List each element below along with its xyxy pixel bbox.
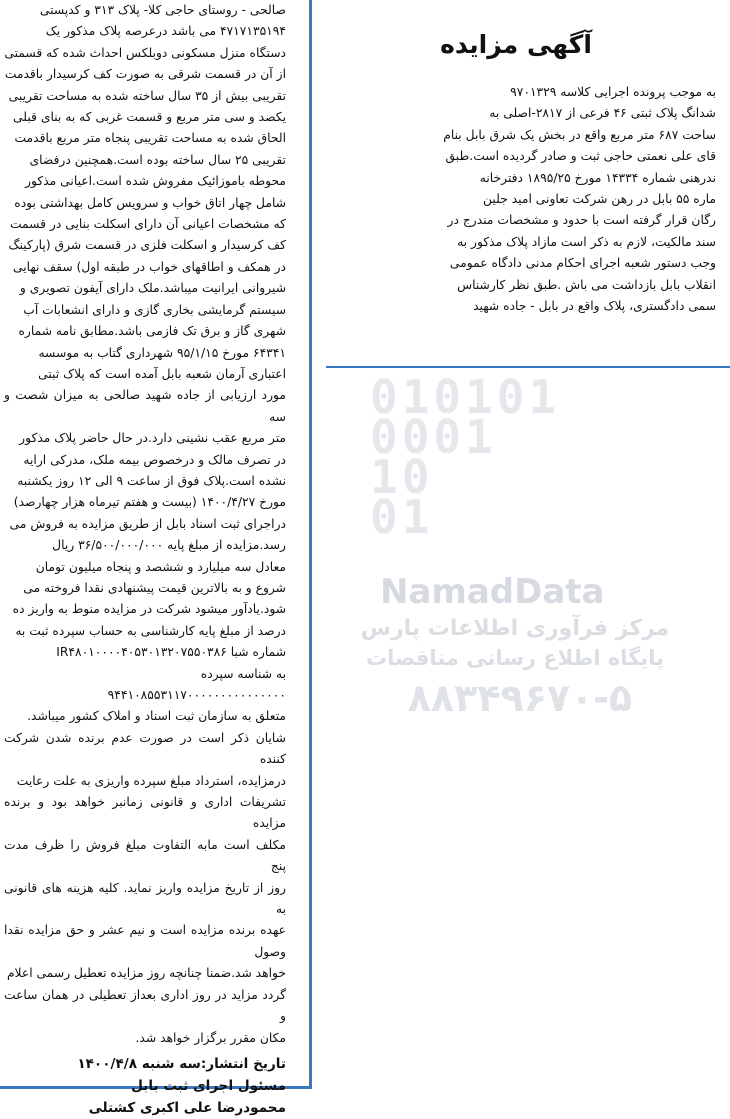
text-line: کف کرسیدار و اسکلت فلزی در قسمت شرق (پارکینگ — [8, 238, 286, 253]
text-line: شامل چهار اتاق خواب و سرویس کامل بهداشتی بوده — [14, 195, 286, 210]
text-line: در تصرف مالک و درخصوص بیمه ملک، مدرکی ارایه — [23, 452, 286, 467]
text-line: الحاق شده به مساحت تقریبی پنجاه متر مربع باقدمت — [14, 131, 286, 146]
notice-text-left-column — [0, 0, 296, 1116]
text-line: معادل سه میلیارد و ششصد و پنجاه میلیون تومان — [35, 559, 286, 574]
text-line: سمی دادگستری، پلاک واقع در بابل - جاده شهید — [473, 299, 716, 314]
text-line: شود.یادآور میشود شرکت در مزایده منوط به واریز ده — [12, 602, 286, 617]
text-line: تشریفات اداری و قانونی زمانبر خواهد بود و برنده مزایده — [4, 795, 286, 831]
text-line: مورخ ۱۴۰۰/۴/۲۷ (بیست و هفتم تیرماه هزار چهارصد) — [13, 495, 286, 510]
text-line: شهری گاز و برق تک فازمی باشد.مطابق نامه شماره — [18, 324, 286, 339]
text-line: درصد از مبلغ پایه کارشناسی به حساب سپرده ثبت به — [15, 623, 286, 638]
notice-text-right-column — [334, 82, 716, 362]
text-line: تقریبی بیش از ۳۵ سال ساخته شده به مساحت تقریبی — [8, 88, 286, 103]
text-line: عهده برنده مزایده است و نیم عشر و حق مزایده نقدا وصول — [4, 923, 286, 959]
watermark-digit-row: 010101 — [370, 370, 561, 424]
text-line: به موجب پرونده اجرایی کلاسه ۹۷۰۱۳۲۹ — [510, 85, 716, 99]
text-line: دراجرای ثبت اسناد بابل از طریق مزایده به فروش می — [9, 516, 286, 531]
watermark-brand: NamadData — [380, 572, 605, 612]
text-line: متر مربع عقب نشینی دارد.در حال حاضر پلاک مذکور — [19, 431, 286, 446]
text-line: شماره شبا IR۴۸۰۱۰۰۰۰۴۰۵۳۰۱۳۲۰۷۵۵۰۳۸۶ — [56, 645, 286, 660]
text-line: سند مالکیت، لازم به ذکر است مازاد پلاک مذکور به — [457, 234, 716, 249]
text-line: مکان مقرر برگزار خواهد شد. — [135, 1030, 286, 1045]
officer-name: محمودرضا علی اکبری کشتلی — [88, 1099, 286, 1116]
text-line: ۴۷۱۷۱۳۵۱۹۴ می باشد درعرصه پلاک مذکور یک — [45, 24, 286, 39]
text-line: رگان قرار گرفته است با حدود و مشخصات مندرج در — [447, 213, 716, 228]
text-line: از آن در قسمت شرقی به صورت کف کرسیدار باقدمت — [4, 67, 286, 82]
text-line: قای علی نعمتی حاجی ثبت و صادر گردیده است.طبق — [445, 149, 716, 164]
text-line: تقریبی ۲۵ سال ساخته بوده است.همچنین درفضای — [29, 152, 286, 167]
text-line: روز از تاریخ مزایده واریز نماید. کلیه هزینه های قانونی به — [4, 880, 286, 917]
text-line: ۶۴۳۴۱ مورخ ۹۵/۱/۱۵ شهرداری گتاب به موسسه — [38, 345, 286, 360]
text-line: دستگاه منزل مسکونی دوبلکس احداث شده که قسمتی — [4, 45, 286, 60]
text-line: شایان ذکر است در صورت عدم برنده شدن شرکت کننده — [4, 730, 286, 767]
watermark-digit-row: 10 — [370, 450, 434, 504]
text-line: وجب دستور شعبه اجرای احکام مدنی دادگاه عمومی — [449, 256, 716, 271]
text-line: در همکف و اطاقهای خواب در طبقه اول) سقف نهایی — [12, 259, 286, 274]
text-line: صالحی - روستای حاجی کلا- پلاک ۳۱۳ و کدپستی — [39, 3, 286, 17]
watermark — [300, 370, 730, 730]
text-line: متعلق به سازمان ثبت اسناد و املاک کشور میباشد. — [27, 709, 286, 724]
text-line: نشده است.پلاک فوق از ساعت ۹ الی ۱۲ روز یکشنبه — [17, 473, 286, 488]
text-line: شروع و به بالاترین قیمت پیشنهادی نقدا فروخته می — [23, 580, 286, 595]
text-line: خواهد شد.ضمنا چنانچه روز مزایده تعطیل رسمی اعلام — [6, 966, 286, 981]
text-line: ساحت ۶۸۷ متر مربع واقع در بخش یک شرق بابل بنام — [443, 127, 716, 142]
text-line: ماره ۵۵ بابل در رهن شرکت تعاونی امید جلین — [483, 192, 716, 207]
text-line: انقلاب بابل بازداشت می باش .طبق نظر کارشناس — [457, 277, 716, 292]
notice-title: آگهی مزایده — [440, 30, 592, 59]
text-line: یکصد و سی متر مربع و قسمت غربی که به بنای قبلی — [13, 110, 286, 125]
text-line: ۹۴۴۱۰۸۵۵۳۱۱۷۰۰۰۰۰۰۰۰۰۰۰۰۰۰۰ — [107, 688, 286, 702]
column-divider — [309, 0, 312, 1088]
text-line: به شناسه سپرده — [200, 666, 286, 681]
text-line: شدانگ پلاک ثبتی ۴۶ فرعی از ۲۸۱۷-اصلی به — [489, 106, 716, 121]
text-line: گردد مزاید در روز اداری بعداز تعطیلی در همان ساعت و — [4, 987, 286, 1024]
text-line: شیروانی ایرانیت میباشد.ملک دارای آیفون تصویری و — [19, 281, 286, 296]
watermark-line-2: پایگاه اطلاع رسانی مناقصات — [366, 646, 664, 670]
watermark-digit-row: 01 — [370, 490, 434, 544]
text-line: محوطه باموزائیک مفروش شده است.اعیانی مذکور — [25, 174, 286, 189]
watermark-phone: ۸۸۳۴۹۶۷۰-۵ — [407, 676, 633, 720]
text-line: که مشخصات اعیانی آن دارای اسکلت بنایی در قسمت — [9, 217, 286, 232]
text-line: سیستم گرمایشی بخاری گازی و دارای انشعابات آب — [23, 302, 286, 317]
text-line: ندرهنی شماره ۱۴۳۳۴ مورخ ۱۸۹۵/۲۵ دفترخانه — [479, 170, 716, 185]
publish-date: تاریخ انتشار:سه شنبه ۱۴۰۰/۴/۸ — [77, 1055, 286, 1072]
text-line: اعتباری آرمان شعبه بابل آمده است که پلاک ثبتی — [38, 366, 286, 381]
watermark-line-1: مرکز فرآوری اطلاعات پارس — [360, 616, 670, 641]
text-line: درمزایده، استرداد مبلغ سپرده واریزی به علت رعایت — [16, 773, 286, 788]
officer-title: مسئول اجرای ثبت بابل — [131, 1077, 286, 1094]
notice-body — [4, 0, 286, 1049]
text-line: مکلف است مابه التفاوت مبلغ فروش را ظرف مدت پنج — [4, 837, 286, 874]
notice-footer — [4, 1053, 286, 1119]
watermark-digit-row: 0001 — [370, 410, 497, 464]
text-line: مورد ارزیابی از جاده شهید صالحی به میزان شصت و سه — [4, 388, 286, 424]
text-line: رسد.مزایده از مبلغ پایه ۳۶/۵۰۰/۰۰۰/۰۰۰ ریال — [52, 538, 286, 553]
